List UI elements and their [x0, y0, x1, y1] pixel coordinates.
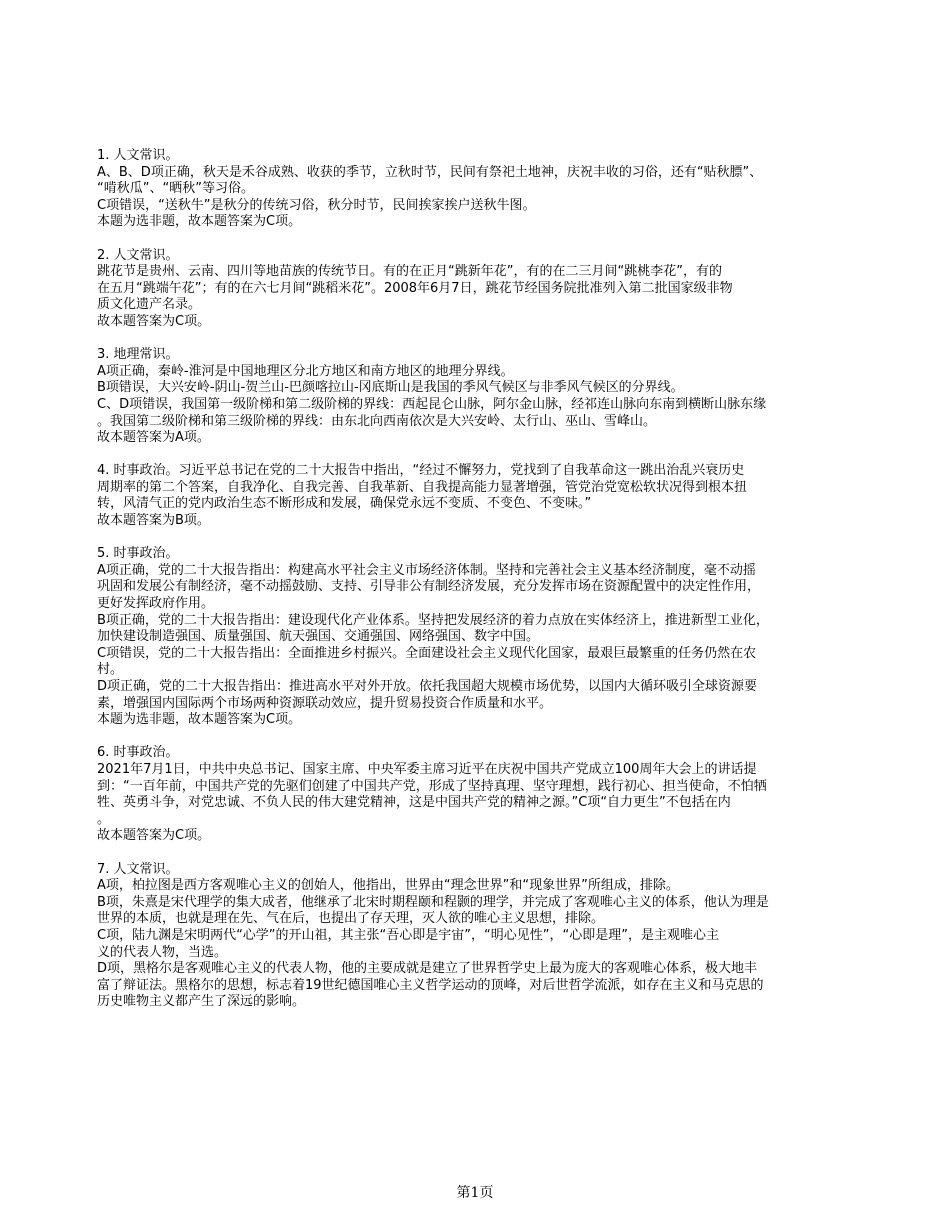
text-line: 素，增强国内国际两个市场两种资源联动效应，提升贸易投资合作质量和水平。	[97, 695, 553, 711]
section-heading: 7. 人文常识。	[97, 861, 179, 877]
answer-section	[97, 347, 877, 447]
answer-section	[97, 248, 877, 331]
text-line: “啃秋瓜”、“晒秋”等习俗。	[97, 181, 254, 197]
answer-section	[97, 463, 877, 529]
text-line: 跳花节是贵州、云南、四川等地苗族的传统节日。有的在正月“跳新年花”，有的在二三月间“跳桃李花”，有的	[97, 264, 722, 280]
section-heading: 6. 时事政治。	[97, 745, 179, 761]
text-line: C项错误，党的二十大报告指出：全面推进乡村振兴。全面建设社会主义现代化国家，最艰巨最繁重的任务仍然在农	[97, 645, 757, 661]
section-heading: 1. 人文常识。	[97, 148, 179, 163]
text-line: 本题为选非题，故本题答案为C项。	[97, 712, 302, 728]
text-line: C、D项错误，我国第一级阶梯和第二级阶梯的界线：西起昆仑山脉，阿尔金山脉，经祁连山脉向东南到横断山脉东缘	[97, 396, 767, 412]
text-line: 本题为选非题，故本题答案为C项。	[97, 214, 302, 230]
document-body	[97, 148, 877, 1027]
text-line: 更好发挥政府作用。	[97, 596, 215, 612]
text-line: 牲、英勇斗争，对党忠诚、不负人民的伟大建党精神，这是中国共产党的精神之源。”C项“自力更生”不包括在内	[97, 795, 731, 811]
text-line: B项错误，大兴安岭-阴山-贺兰山-巴颜喀拉山-冈底斯山是我国的季风气候区与非季风气候区的分界线。	[97, 380, 684, 396]
text-line: 周期率的第二个答案，自我净化、自我完善、自我革新、自我提高能力显著增强，管党治党宽松软状况得到根本扭	[97, 479, 748, 495]
text-line: D项正确，党的二十大报告指出：推进高水平对外开放。依托我国超大规模市场优势，以国内大循环吸引全球资源要	[97, 679, 758, 694]
text-line: A项，柏拉图是西方客观唯心主义的创始人，他指出，世界由“理念世界”和“现象世界”所组成，排除。	[97, 878, 679, 894]
text-line: A项正确，秦岭-淮河是中国地理区分北方地区和南方地区的地理分界线。	[97, 363, 514, 379]
answer-section	[97, 148, 877, 231]
text-line: 历史唯物主义都产生了深远的影响。	[97, 994, 306, 1010]
text-line: D项，黑格尔是客观唯心主义的代表人物，他的主要成就是建立了世界哲学史上最为庞大的客观唯心体系，极大地丰	[97, 961, 758, 977]
text-line: 加快建设制造强国、质量强国、航天强国、交通强国、网络强国、数字中国。	[97, 629, 540, 645]
section-heading: 5. 时事政治。	[97, 546, 179, 562]
text-line: 巩固和发展公有制经济，毫不动摇鼓励、支持、引导非公有制经济发展，充分发挥市场在资源配置中的决定性作用，	[97, 579, 761, 595]
text-line: C项错误，“送秋牛”是秋分的传统习俗，秋分时节，民间挨家挨户送秋牛图。	[97, 197, 536, 213]
text-line: 义的代表人物，当选。	[97, 944, 228, 960]
section-heading: 4. 时事政治。习近平总书记在党的二十大报告中指出，“经过不懈努力，党找到了自我革命这一跳出治乱兴衰历史	[97, 463, 745, 479]
text-line: C项，陆九渊是宋明两代“心学”的开山祖，其主张“吾心即是宇宙”，“明心见性”，“心即是理”，是主观唯心主	[97, 927, 719, 943]
text-line: 故本题答案为A项。	[97, 430, 210, 446]
section-heading: 3. 地理常识。	[97, 347, 179, 363]
text-line: 转，风清气正的党内政治生态不断形成和发展，确保党永远不变质、不变色、不变味。”	[97, 496, 592, 512]
text-line: 2021年7月1日，中共中央总书记、国家主席、中央军委主席习近平在庆祝中国共产党成立100周年大会上的讲话提	[97, 761, 757, 777]
text-line: A、B、D项正确，秋天是禾谷成熟、收获的季节，立秋时节，民间有祭祀土地神，庆祝丰收的习俗，还有“贴秋膘”、	[97, 164, 763, 180]
section-heading: 2. 人文常识。	[97, 247, 179, 263]
text-line: 质文化遗产名录。	[97, 297, 202, 313]
text-line: 村。	[97, 662, 124, 678]
text-line: 故本题答案为B项。	[97, 513, 210, 529]
text-line: 到：“一百年前，中国共产党的先驱们创建了中国共产党，形成了坚持真理、坚守理想，践行初心、担当使命，不怕牺	[97, 778, 767, 794]
text-line: B项，朱熹是宋代理学的集大成者，他继承了北宋时期程颐和程颢的理学，并完成了客观唯心主义的体系，他认为理是	[97, 894, 769, 910]
answer-section	[97, 546, 877, 729]
text-line: 。	[97, 811, 111, 827]
text-line: 故本题答案为C项。	[97, 313, 211, 329]
text-line: 。我国第二级阶梯和第三级阶梯的界线：由东北向西南依次是大兴安岭、太行山、巫山、雪峰山。	[97, 413, 657, 429]
text-line: B项正确，党的二十大报告指出：建设现代化产业体系。坚持把发展经济的着力点放在实体经济上，推进新型工业化，	[97, 612, 769, 628]
page-number: 第1页	[456, 1185, 494, 1201]
text-line: 在五月“跳端午花”；有的在六七月间“跳稻米花”。2008年6月7日，跳花节经国务院批准列入第二批国家级非物	[97, 280, 733, 296]
text-line: A项正确，党的二十大报告指出：构建高水平社会主义市场经济体制。坚持和完善社会主义基本经济制度，毫不动摇	[97, 562, 756, 578]
text-line: 富了辩证法。黑格尔的思想，标志着19世纪德国唯心主义哲学运动的顶峰，对后世哲学流派，如存在主义和马克思的	[97, 977, 764, 993]
text-line: 故本题答案为C项。	[97, 828, 211, 844]
text-line: 世界的本质，也就是理在先、气在后，也提出了存天理，灭人欲的唯心主义思想，排除。	[97, 911, 605, 927]
answer-section	[97, 862, 877, 1011]
answer-section	[97, 745, 877, 845]
